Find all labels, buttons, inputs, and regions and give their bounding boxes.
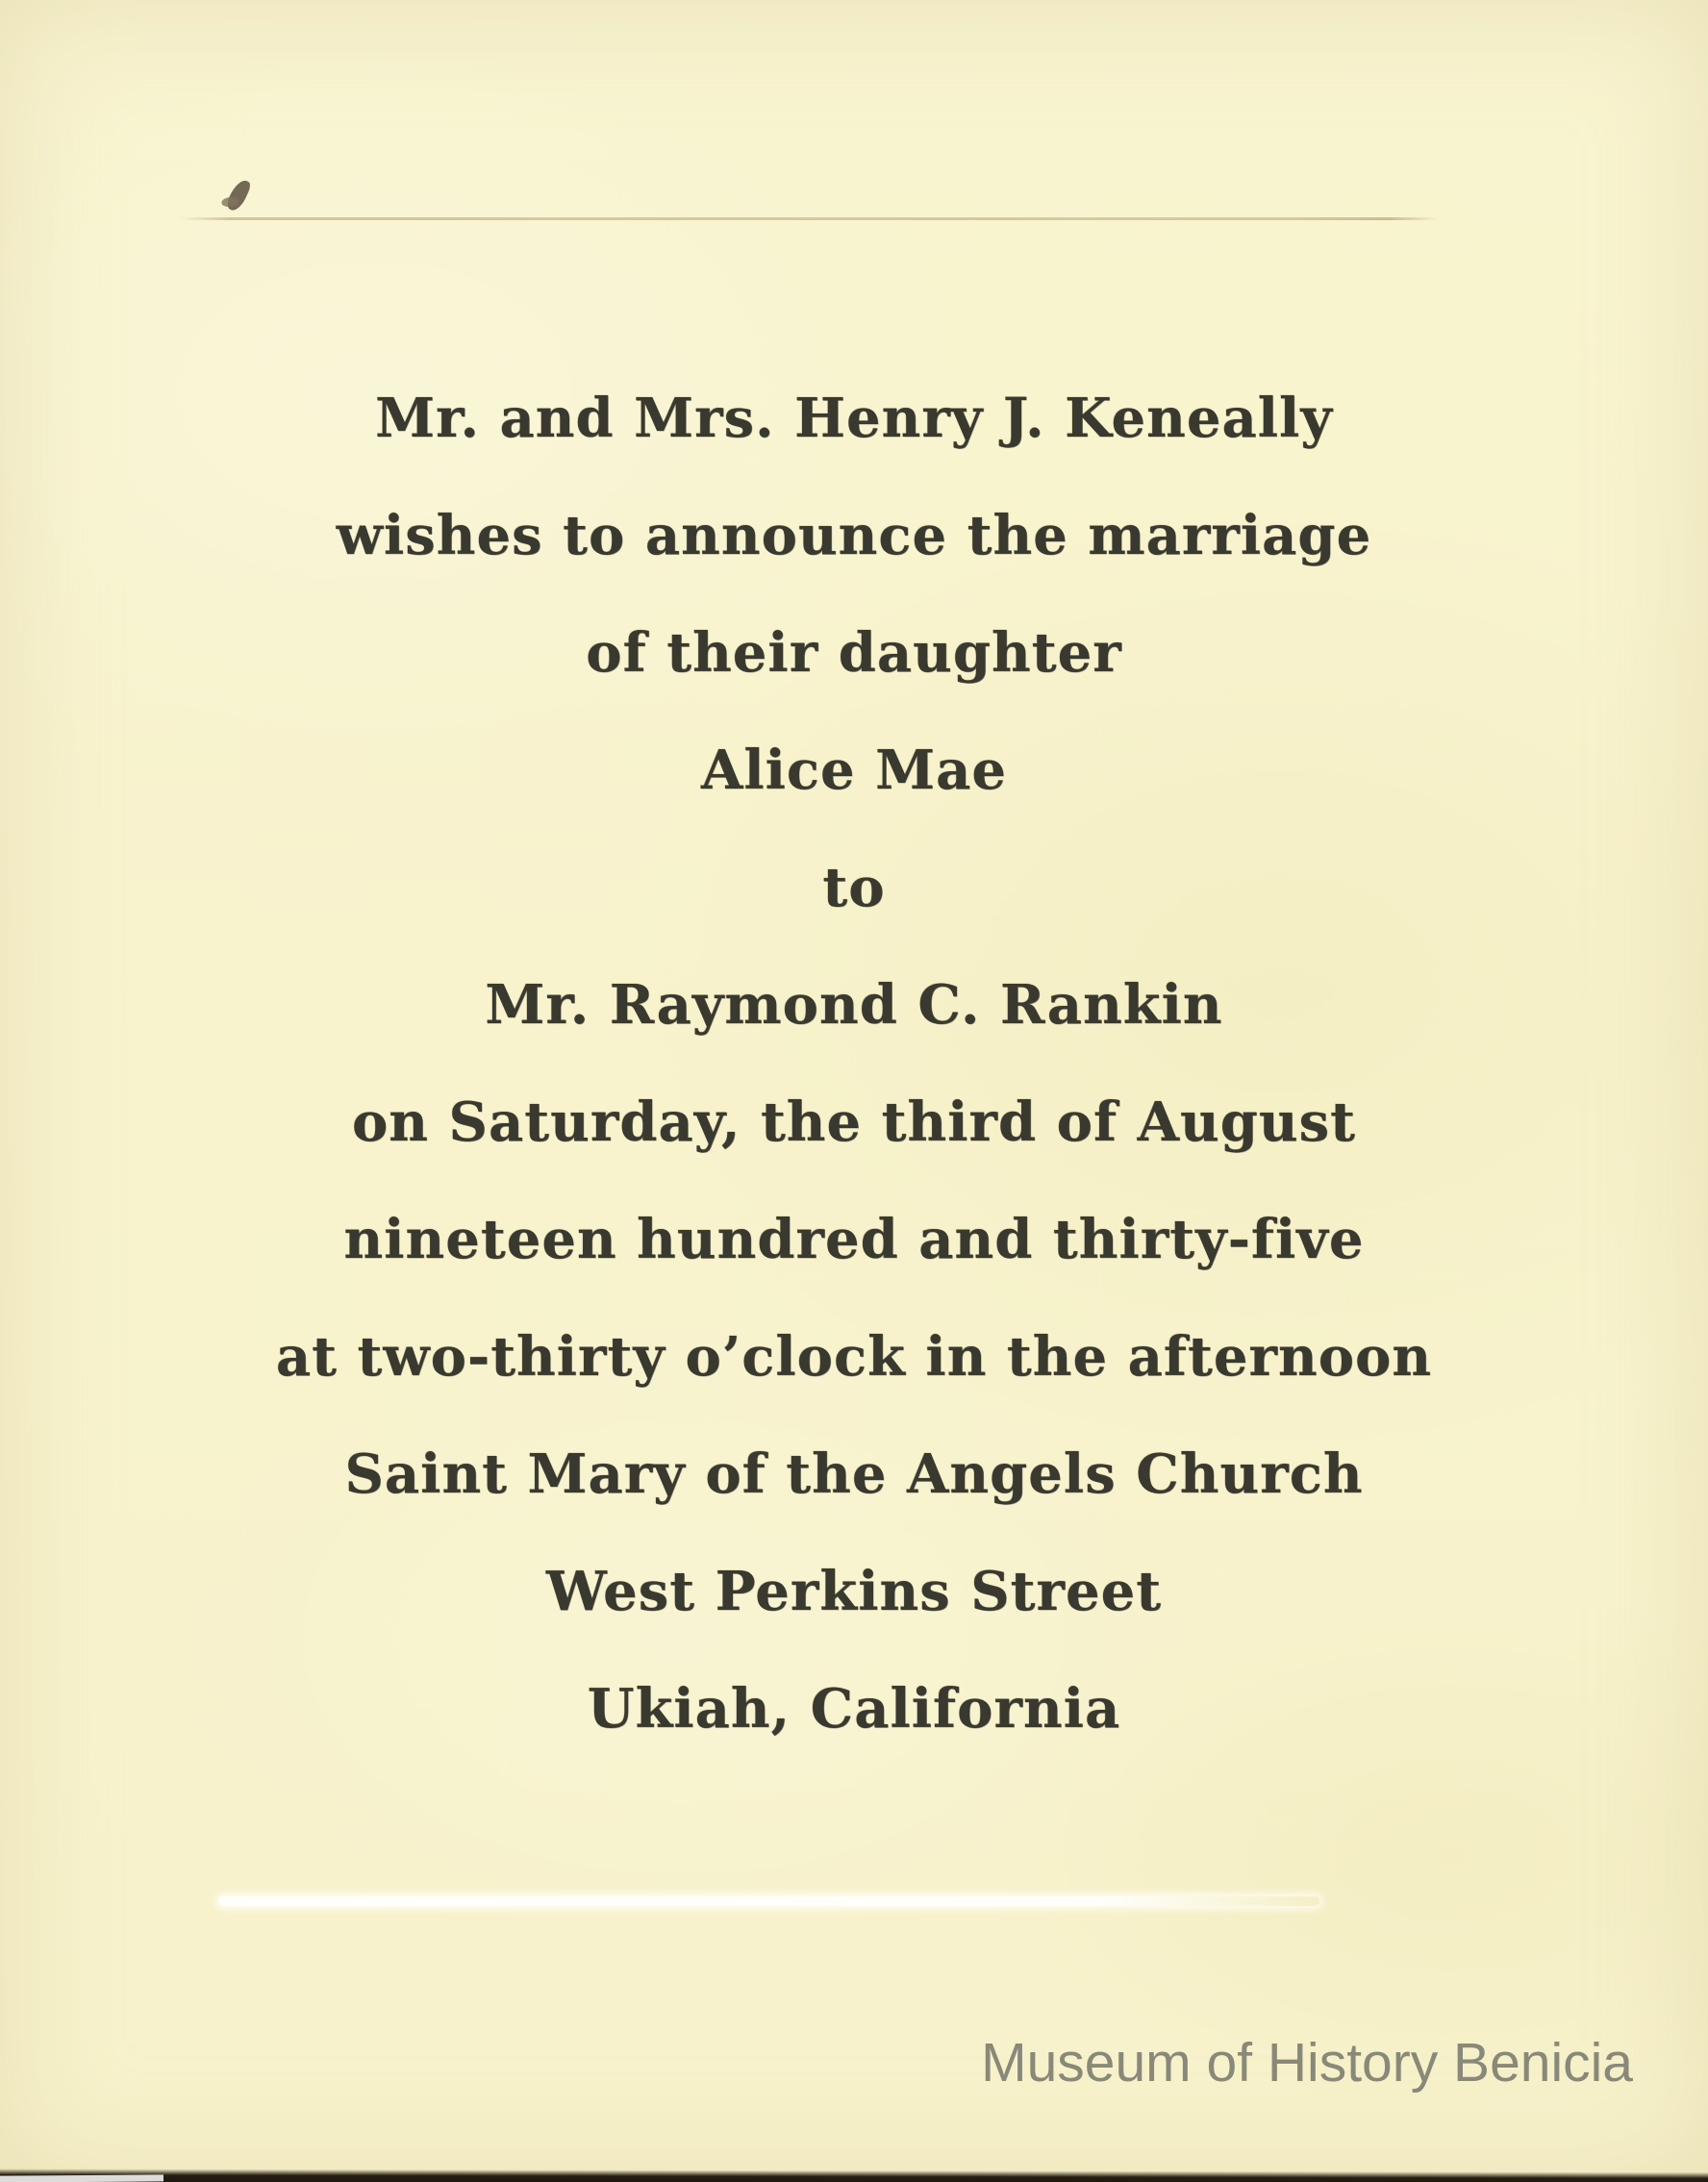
- announcement-line-to: to: [822, 856, 886, 919]
- announcement-line-year: nineteen hundred and thirty-five: [343, 1208, 1365, 1271]
- scan-bottom-edge: [0, 2169, 1708, 2182]
- announcement-text: [0, 360, 1708, 1768]
- announcement-line-parents: Mr. and Mrs. Henry J. Keneally: [375, 387, 1333, 450]
- museum-watermark: Museum of History Benicia: [981, 2032, 1633, 2094]
- announcement-line-bride: Alice Mae: [700, 739, 1008, 802]
- paper-speck: [225, 177, 252, 213]
- card-crease-line: [179, 217, 1440, 220]
- announcement-line-city: Ukiah, California: [587, 1677, 1121, 1741]
- announcement-line-time: at two-thirty o’clock in the afternoon: [275, 1325, 1433, 1389]
- scan-bottom-corner: [0, 2174, 163, 2182]
- announcement-line-street: West Perkins Street: [545, 1560, 1163, 1623]
- announcement-line-wishes: wishes to announce the marriage: [336, 504, 1372, 567]
- announcement-line-daughter: of their daughter: [586, 621, 1122, 685]
- announcement-line-church: Saint Mary of the Angels Church: [344, 1442, 1364, 1506]
- announcement-line-groom: Mr. Raymond C. Rankin: [485, 973, 1223, 1037]
- announcement-line-date: on Saturday, the third of August: [351, 1091, 1357, 1154]
- card-emboss-line: [218, 1896, 1319, 1906]
